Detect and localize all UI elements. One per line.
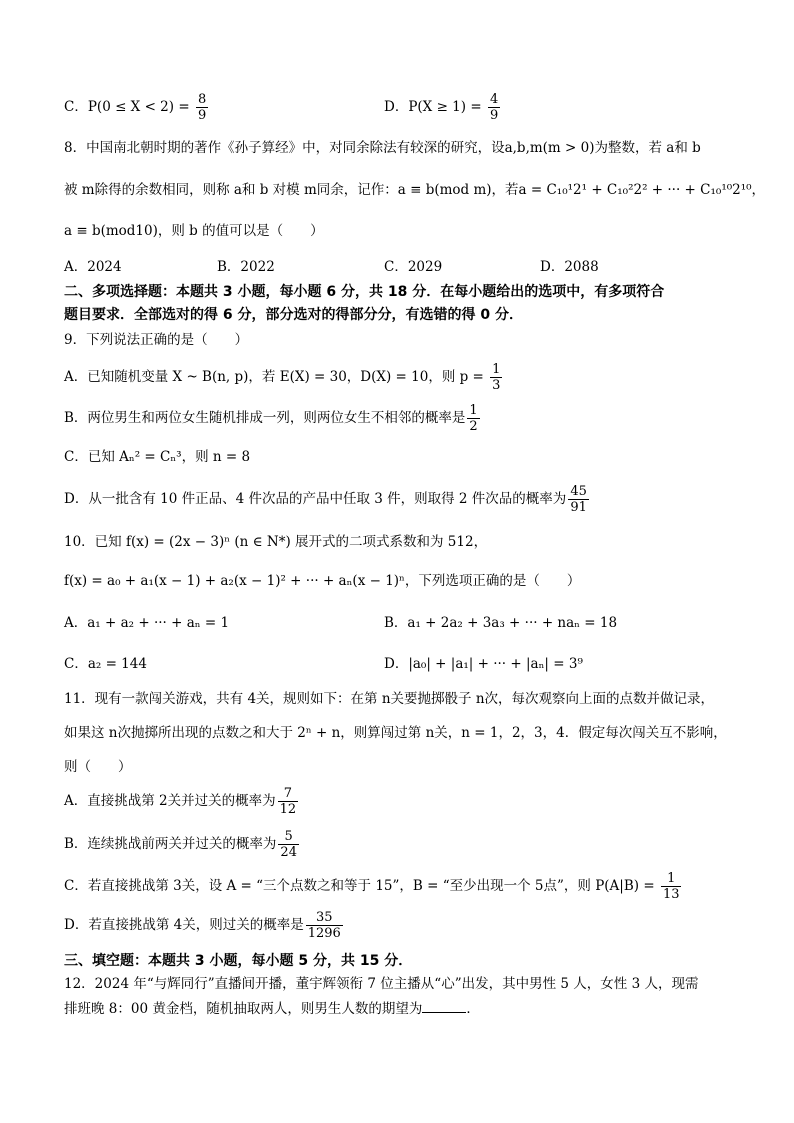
q11-option-c [64, 871, 683, 902]
q7-option-c-fraction: $\frac{8}{9}$ [197, 92, 207, 123]
q11-line-2: 如果这 n次抛掷所出现的点数之和大于 2ⁿ + n，则算闯过第 n关，n = 1，2，3，4．假定每次闯关互不影响， [64, 725, 727, 741]
q11-option-a-text: A．直接挑战第 2关并过关的概率为 [64, 793, 276, 809]
q8-option-d: D．2088 [540, 259, 599, 275]
q8-line-3: a ≡ b(mod10)，则 b 的值可以是（ ） [64, 223, 324, 239]
q8-option-a: A．2024 [64, 259, 122, 275]
answer-blank[interactable] [422, 998, 466, 1013]
q11-option-a-fraction: $\frac{7}{12}$ [279, 786, 297, 817]
q11-option-b-text: B．连续挑战前两关并过关的概率为 [64, 836, 277, 852]
q11-option-c-text: C．若直接挑战第 3关，设 A = “三个点数之和等于 15”，B = “至少出现一个 5点”，则 P(A|B) = [64, 878, 659, 894]
q7-option-d [384, 92, 502, 123]
q12-line-2-end: ． [466, 1001, 480, 1017]
q9-option-d [64, 484, 591, 515]
q7-option-c [64, 92, 210, 123]
q12-line-1: 12．2024 年“与辉同行”直播间开播，董宇辉领衔 7 位主播从“心”出发，其中男性 5 人，女性 3 人，现需 [64, 976, 699, 992]
q12-line-2-text: 排班晚 8：00 黄金档，随机抽取两人，则男生人数的期望为 [64, 1001, 423, 1017]
q9-option-b [64, 403, 482, 434]
q11-option-c-fraction: $\frac{1}{13}$ [662, 871, 680, 902]
q11-option-d [64, 910, 345, 941]
q9-option-c: C．已知 Aₙ² = Cₙ³，则 n = 8 [64, 449, 251, 465]
q9-option-b-fraction: $\frac{1}{2}$ [469, 403, 478, 434]
q10-option-b: B．a₁ + 2a₂ + 3a₃ + ··· + naₙ = 18 [384, 615, 618, 631]
q7-option-c-math: P(0 ≤ X < 2) = [87, 99, 194, 115]
q7-option-d-fraction: $\frac{4}{9}$ [489, 92, 499, 123]
q11-option-b [64, 829, 301, 860]
q12-line-2 [64, 998, 480, 1019]
q8-option-c: C．2029 [384, 259, 443, 275]
section-3-title: 三、填空题：本题共 3 小题，每小题 5 分，共 15 分． [64, 953, 413, 969]
q11-line-3: 则（ ） [64, 759, 132, 775]
q10-line-2: f(x) = a₀ + a₁(x − 1) + a₂(x − 1)² + ··· + aₙ(x − 1)ⁿ，下列选项正确的是（ ） [64, 573, 581, 589]
q8-option-b: B．2022 [217, 259, 275, 275]
q11-line-1: 11．现有一款闯关游戏，共有 4关，规则如下：在第 n关要抛掷骰子 n次，每次观察向上面的点数并做记录， [64, 691, 715, 707]
q9-option-d-text: D．从一批含有 10 件正品、4 件次品的产品中任取 3 件，则取得 2 件次品的概率为 [64, 491, 567, 507]
q8-line-1: 8．中国南北朝时期的著作《孙子算经》中，对同余除法有较深的研究，设a,b,m(m > 0)为整数，若 a和 b [64, 140, 701, 156]
q9-option-a [64, 362, 504, 393]
q11-option-d-text: D．若直接挑战第 4关，则过关的概率是 [64, 917, 304, 933]
q10-option-a: A．a₁ + a₂ + ··· + aₙ = 1 [64, 615, 230, 631]
q10-line-1: 10．已知 f(x) = (2x − 3)ⁿ (n ∈ N*) 展开式的二项式系数和为 512， [64, 534, 488, 550]
q10-option-d: D．|a₀| + |a₁| + ··· + |aₙ| = 3⁹ [384, 656, 583, 672]
q11-option-a [64, 786, 300, 817]
q8-line-2: 被 m除得的余数相同，则称 a和 b 对模 m同余，记作：a ≡ b(mod m)，若a = C₁₀¹2¹ + C₁₀²2² + ··· + C₁₀¹⁰2¹⁰， [64, 182, 766, 198]
section-2-title-line-1: 二、多项选择题：本题共 3 小题，每小题 6 分，共 18 分．在每小题给出的选项中，有多项符合 [64, 284, 665, 300]
q9-stem: 9．下列说法正确的是（ ） [64, 332, 249, 348]
q9-option-d-fraction: $\frac{45}{91}$ [570, 484, 587, 515]
q11-option-d-fraction: $\frac{35}{1296}$ [307, 910, 341, 941]
q9-option-a-fraction: $\frac{1}{3}$ [492, 362, 501, 393]
q7-option-d-math: P(X ≥ 1) = [408, 99, 486, 115]
q10-option-c: C．a₂ = 144 [64, 656, 147, 672]
q9-option-b-text: B．两位男生和两位女生随机排成一列，则两位女生不相邻的概率是 [64, 410, 466, 426]
q7-option-c-label: C． [64, 99, 88, 115]
q9-option-a-text: A．已知随机变量 X ~ B(n, p)，若 E(X) = 30，D(X) = 10，则 p = [64, 369, 489, 385]
q7-option-d-label: D． [384, 99, 409, 115]
section-2-title-line-2: 题目要求．全部选对的得 6 分，部分选对的得部分分，有选错的得 0 分． [64, 307, 523, 323]
q11-option-b-fraction: $\frac{5}{24}$ [280, 829, 297, 860]
